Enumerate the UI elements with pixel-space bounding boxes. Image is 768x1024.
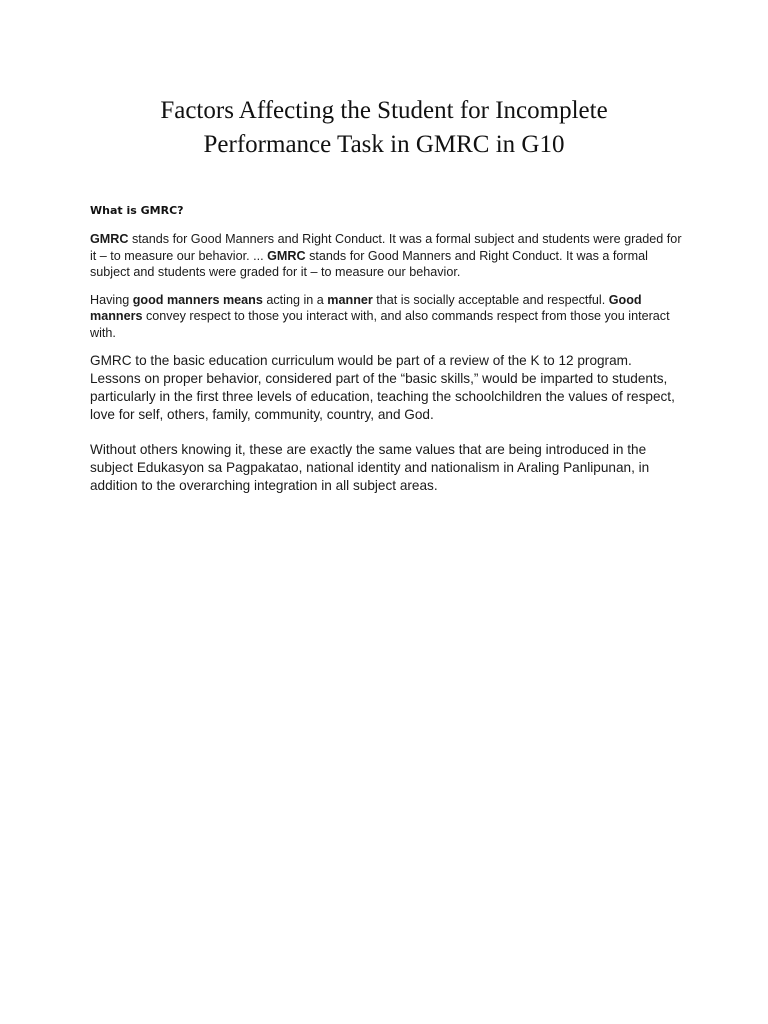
bold-term: good manners means xyxy=(132,292,263,307)
text-run: convey respect to those you interact with, and also commands respect from those you interact with. xyxy=(90,309,670,340)
text-run: acting in a xyxy=(262,292,328,307)
paragraph-curriculum: GMRC to the basic education curriculum would be part of a review of the K to 12 program. Lessons on proper behavior, considered part of the “basic skills,” would be imparted to students, particularly in the first three levels of education, teaching the schoolchildren the values of respect, love for self, others, family, community, country, and God. xyxy=(90,353,675,422)
text-run: stands for Good Manners and Right Conduct. It was a formal subject and students were graded for it – to measure our behavior. xyxy=(90,248,648,279)
text-run: stands for Good Manners and Right Conduct. It was a formal subject and students were graded for it – to measure our behavior. ... xyxy=(90,232,682,263)
paragraph-values: Without others knowing it, these are exactly the same values that are being introduced in the subject Edukasyon sa Pagpakatao, national identity and nationalism in Araling Panlipunan, in addition to the overarching integration in all subject areas. xyxy=(90,442,650,493)
paragraph-gmrc-definition xyxy=(90,231,682,281)
paragraph-good-manners xyxy=(90,292,682,342)
document-title xyxy=(80,94,688,162)
bold-term: Good manners xyxy=(90,292,642,323)
title-line-2: Performance Task in GMRC in G10 xyxy=(203,131,565,158)
text-run: Having xyxy=(90,292,133,307)
bold-term: GMRC xyxy=(267,248,306,263)
bold-term: manner xyxy=(327,292,373,307)
bold-term: GMRC xyxy=(90,232,129,246)
section-heading: What is GMRC? xyxy=(90,204,184,217)
text-run: that is socially acceptable and respectful. xyxy=(372,292,609,307)
title-line-1: Factors Affecting the Student for Incomplete xyxy=(160,97,608,124)
document-body xyxy=(90,203,682,512)
